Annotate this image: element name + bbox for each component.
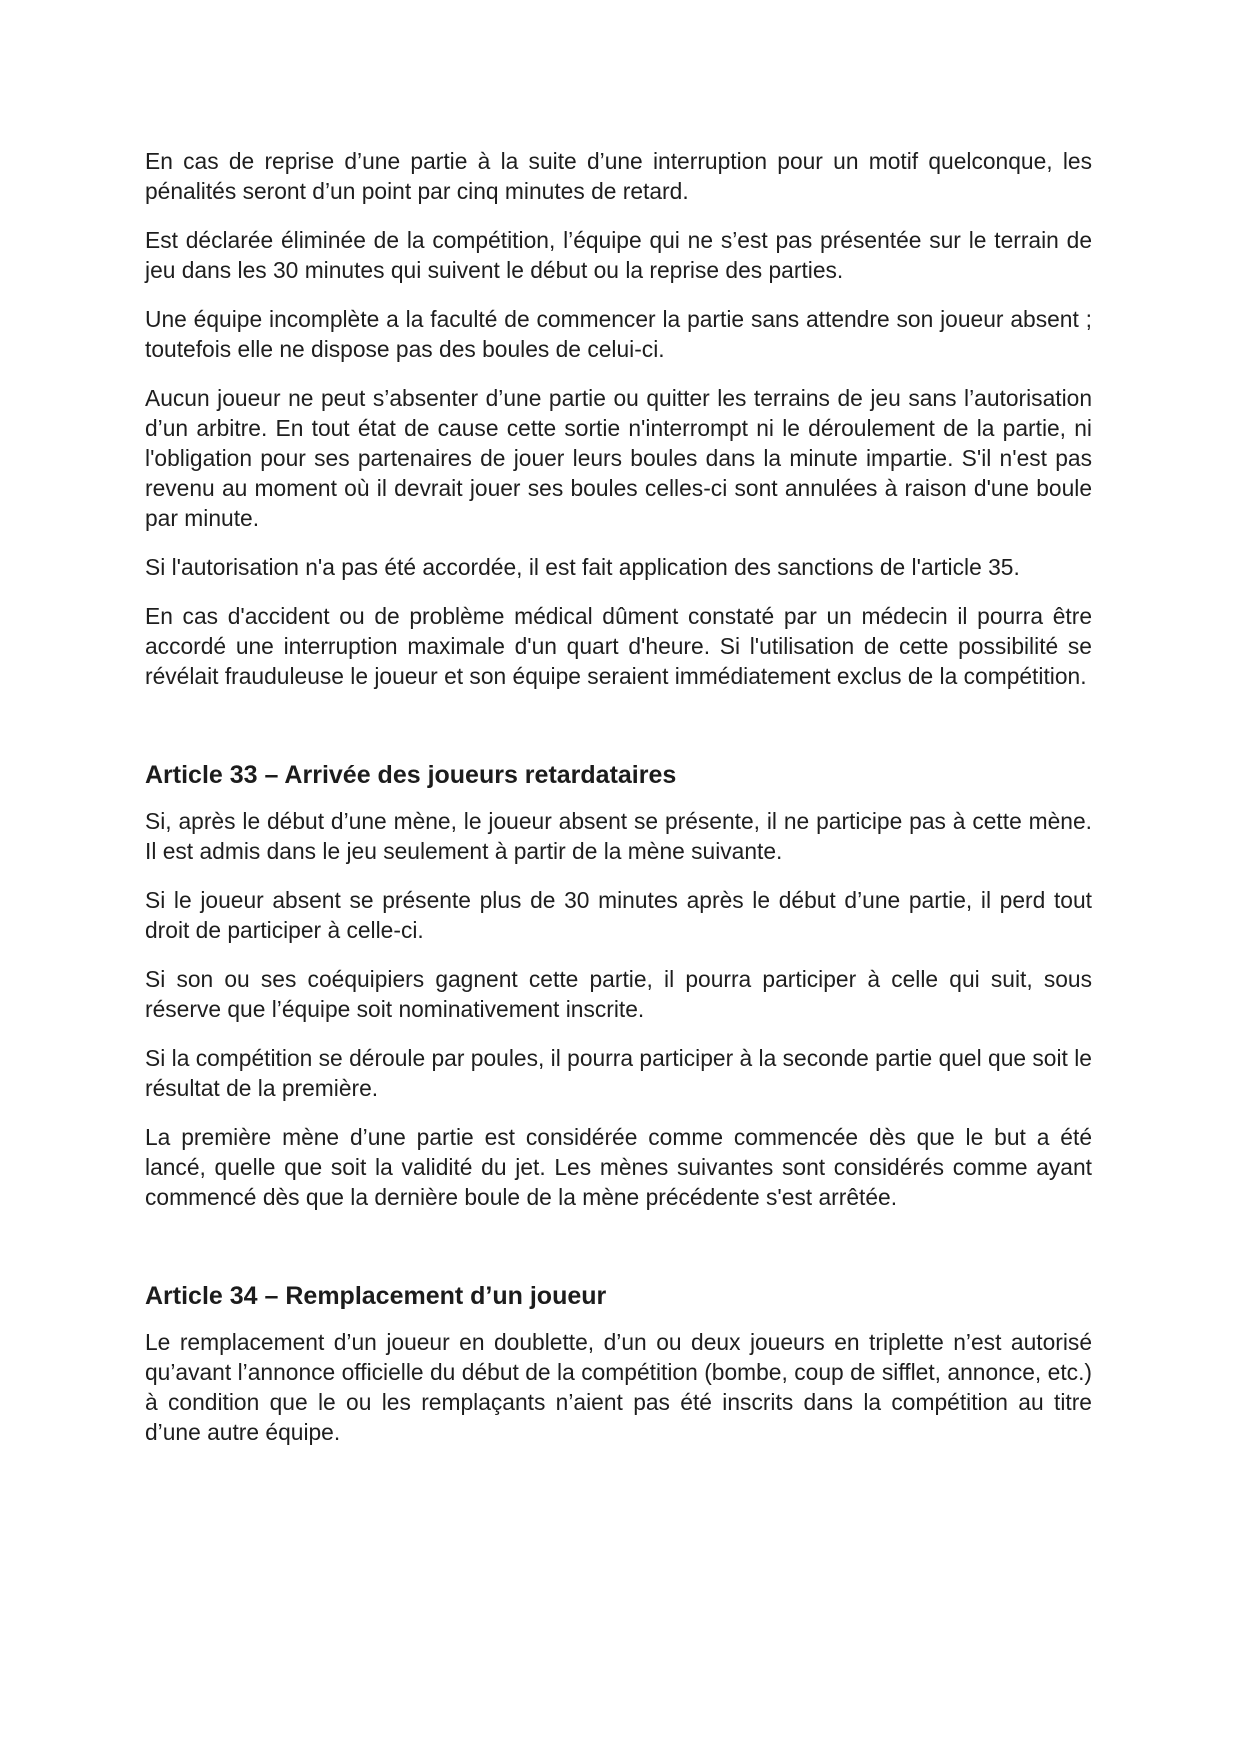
paragraph-elimination-30-minutes: Est déclarée éliminée de la compétition, l’équipe qui ne s’est pas présentée sur le terrain de jeu dans les 30 minutes qui suivent le début ou la reprise des parties. — [145, 227, 1092, 283]
article-33-heading: Article 33 – Arrivée des joueurs retardataires — [145, 761, 677, 789]
paragraph-first-mene-definition: La première mène d’une partie est considérée comme commencée dès que le but a été lancé, quelle que soit la validité du jet. Les mènes suivantes sont considérés comme ayant commencé dès que la dernière boule de la mène précédente s'est arrêtée. — [145, 1124, 1092, 1210]
paragraph-penalty-resumption: En cas de reprise d’une partie à la suite d’une interruption pour un motif quelconque, les pénalités seront d’un point par cinq minutes de retard. — [145, 148, 1092, 204]
paragraph-medical-interruption: En cas d'accident ou de problème médical dûment constaté par un médecin il pourra être accordé une interruption maximale d'un quart d'heure. Si l'utilisation de cette possibilité se révélait frauduleuse le joueur et son équipe seraient immédiatement exclus de la compétition. — [145, 603, 1092, 689]
paragraph-player-replacement: Le remplacement d’un joueur en doublette, d’un ou deux joueurs en triplette n’est autorisé qu’avant l’annonce officielle du début de la compétition (bombe, coup de sifflet, annonce, etc.) à condition que le ou les remplaçants n’aient pas été inscrits dans la compétition au titre d’une autre équipe. — [145, 1329, 1092, 1445]
paragraph-leaving-terrain: Aucun joueur ne peut s’absenter d’une partie ou quitter les terrains de jeu sans l’autorisation d’un arbitre. En tout état de cause cette sortie n'interrompt ni le déroulement de la partie, ni l'obligation pour ses partenaires de jouer leurs boules dans la minute impartie. S'il n'est pas revenu au moment où il devrait jouer ses boules celles-ci sont annulées à raison d'une boule par minute. — [145, 385, 1092, 531]
paragraph-incomplete-team: Une équipe incomplète a la faculté de commencer la partie sans attendre son joueur absent ; toutefois elle ne dispose pas des boules de celui-ci. — [145, 306, 1092, 362]
page-content — [145, 146, 1092, 1447]
paragraph-poules-second-game: Si la compétition se déroule par poules, il pourra participer à la seconde partie quel que soit le résultat de la première. — [145, 1045, 1092, 1101]
paragraph-teammates-win: Si son ou ses coéquipiers gagnent cette partie, il pourra participer à celle qui suit, sous réserve que l’équipe soit nominativement inscrite. — [145, 966, 1092, 1022]
paragraph-sanctions-article-35: Si l'autorisation n'a pas été accordée, il est fait application des sanctions de l'article 35. — [145, 554, 1020, 580]
article-34-heading: Article 34 – Remplacement d’un joueur — [145, 1282, 607, 1310]
paragraph-late-player-30-minutes: Si le joueur absent se présente plus de 30 minutes après le début d’une partie, il perd tout droit de participer à celle-ci. — [145, 887, 1092, 943]
paragraph-late-player-mene: Si, après le début d’une mène, le joueur absent se présente, il ne participe pas à cette mène. Il est admis dans le jeu seulement à partir de la mène suivante. — [145, 808, 1092, 864]
